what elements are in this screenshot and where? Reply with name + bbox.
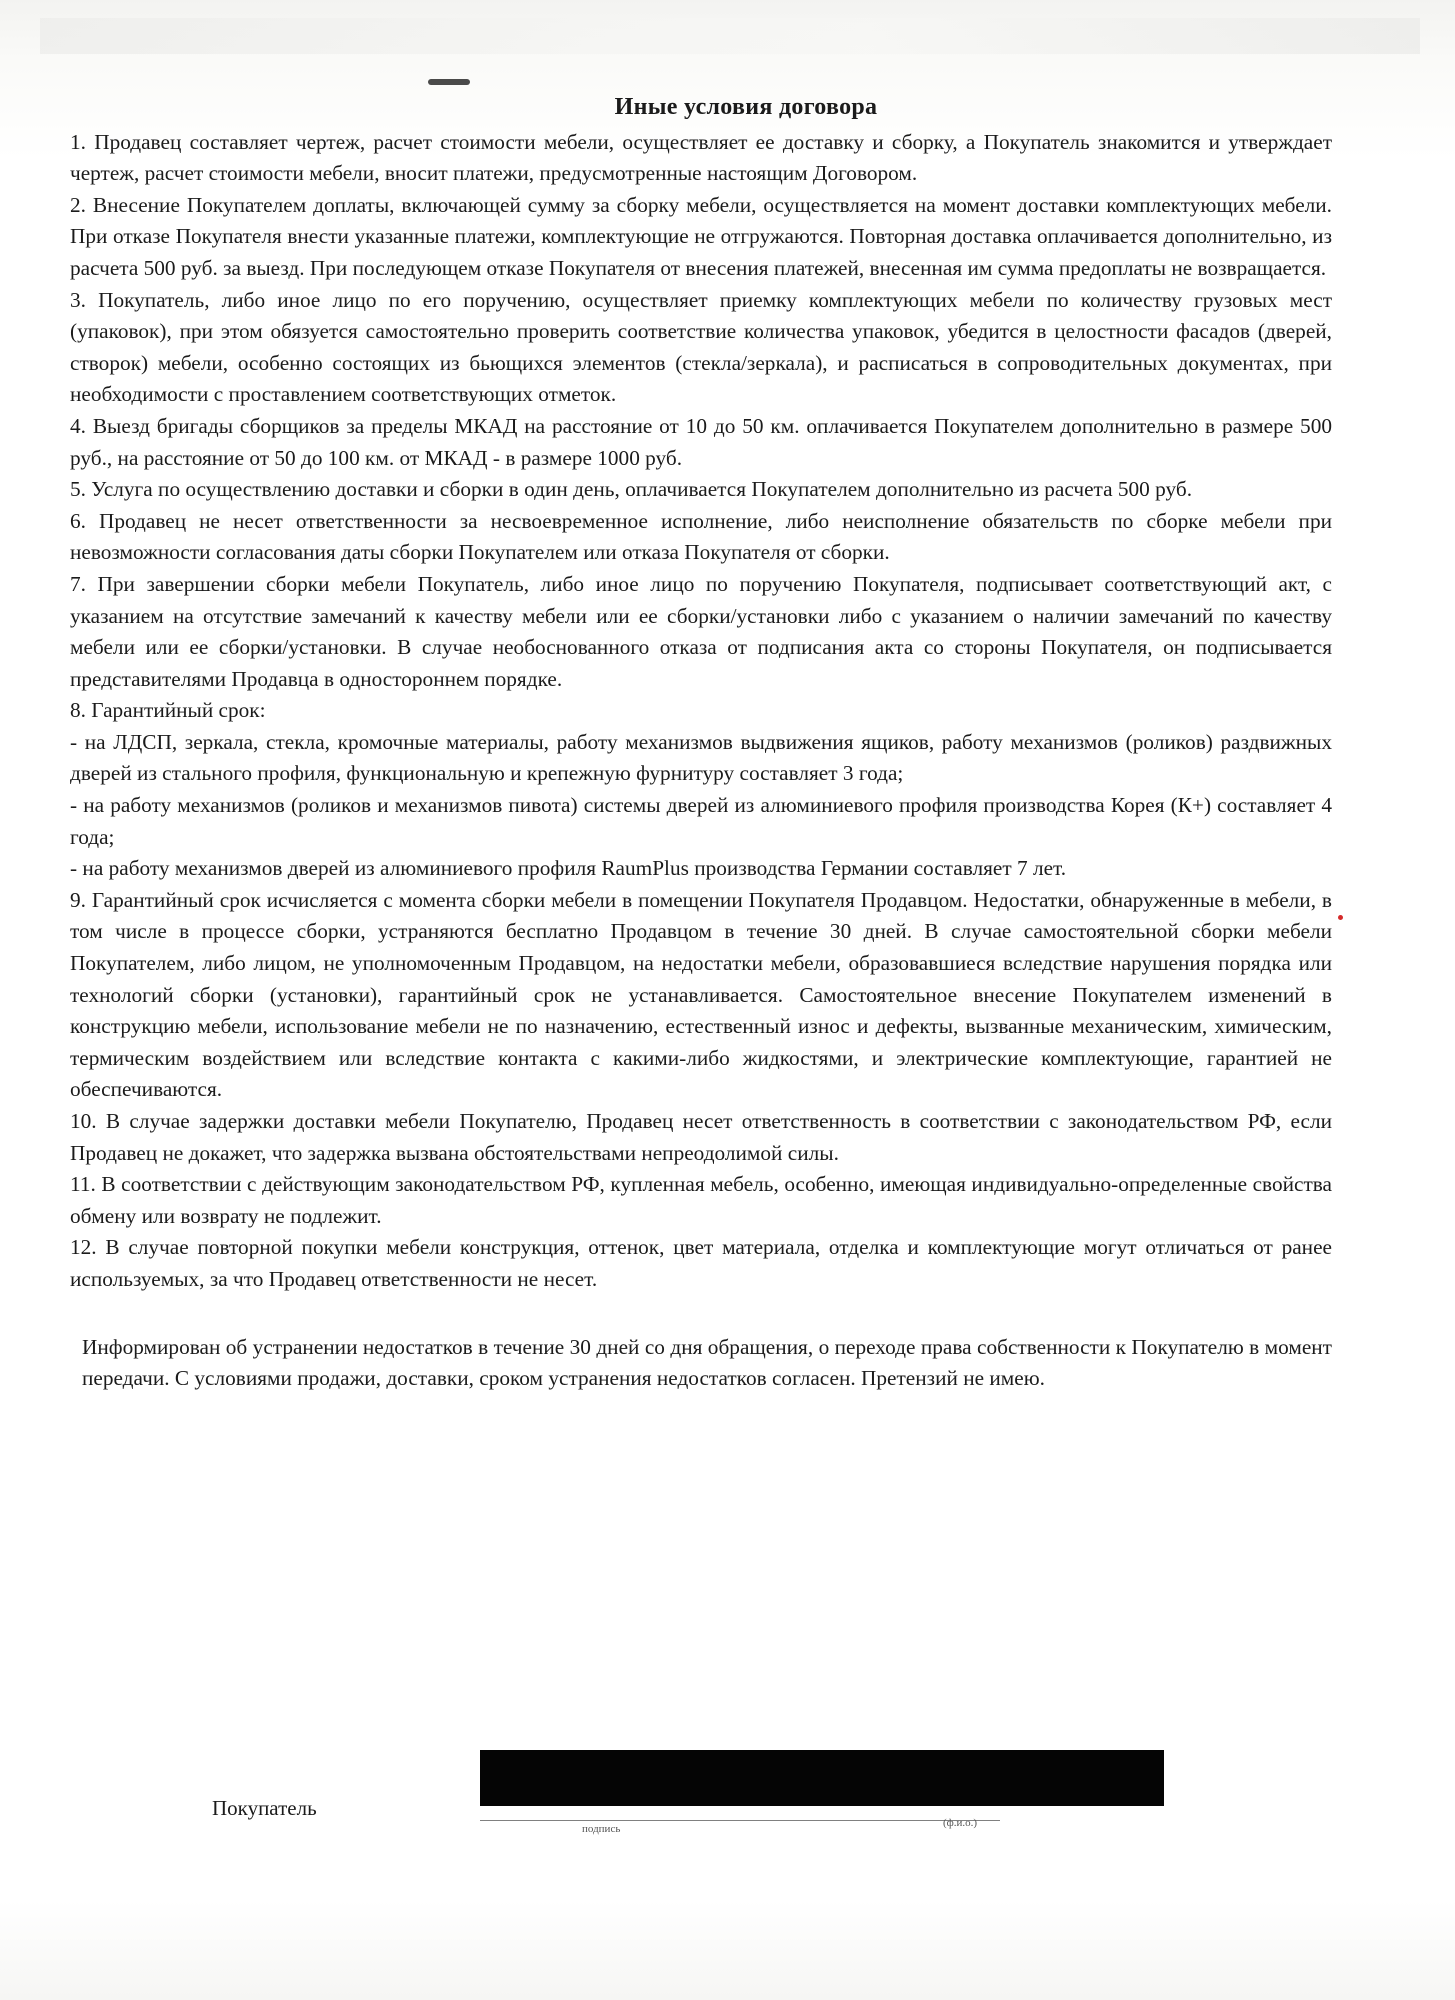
acknowledgement-text: Информирован об устранении недостатков в течение 30 дней со дня обращения, о переходе права собственности к Покупателю в момент передачи. С условиями продажи, доставки, сроком устранения недостатков согласен. Претензий не имею. (82, 1334, 1332, 1391)
signature-caption: подпись (582, 1823, 621, 1835)
redaction-bar (480, 1750, 1164, 1806)
clause-11: 11. В соответствии с действующим законодательством РФ, купленная мебель, особенно, имеющая индивидуально-определенные свойства обмену или возврату не подлежит. (70, 1172, 1332, 1228)
scan-mark (428, 79, 470, 85)
clause-8-item-3: - на работу механизмов дверей из алюминиевого профиля RaumPlus производства Германии составляет 7 лет. (70, 856, 1067, 881)
clause-9: 9. Гарантийный срок исчисляется с момента сборки мебели в помещении Покупателя Продавцом. Недостатки, обнаруженные в мебели, в том числе в процессе сборки, устраняются бесплатно Продавцом в течение 30 дней. В случае самостоятельной сборки мебели Покупателем, либо лицом, не уполномоченным Продавцом, на недостатки мебели, образовавшиеся вследствие нарушения порядка или технологий сборки (установки), гарантийный срок не устанавливается. Самостоятельное внесение Покупателем изменений в конструкцию мебели, использование мебели не по назначению, естественный износ и дефекты, вызванные механическим, химическим, термическим воздействием или вследствие контакта с какими-либо жидкостями, и электрические комплектующие, гарантией не обеспечиваются. (70, 887, 1332, 1102)
clause-8-item-2: - на работу механизмов (роликов и механизмов пивота) системы дверей из алюминиевого профиля производства Корея (К+) составляет 4 года; (70, 793, 1332, 849)
buyer-label: Покупатель (212, 1796, 317, 1820)
scan-shadow (40, 18, 1420, 54)
clause-12: 12. В случае повторной покупки мебели конструкция, оттенок, цвет материала, отделка и комплектующие могут отличаться от ранее используемых, за что Продавец ответственности не несет. (70, 1235, 1332, 1291)
clause-8-item-1: - на ЛДСП, зеркала, стекла, кромочные материалы, работу механизмов выдвижения ящиков, работу механизмов (роликов) раздвижных дверей из стального профиля, функциональную и крепежную фурнитуру составляет 3 года; (70, 729, 1332, 786)
document-title: Иные условия договора (614, 94, 878, 120)
name-caption: (ф.и.о.) (943, 1817, 978, 1829)
document-body (70, 92, 1332, 1395)
clause-5: 5. Услуга по осуществлению доставки и сборки в один день, оплачивается Покупателем дополнительно из расчета 500 руб. (70, 477, 1193, 502)
signature-line (480, 1820, 1000, 1821)
red-ink-dot (1338, 915, 1343, 920)
clause-7: 7. При завершении сборки мебели Покупатель, либо иное лицо по поручению Покупателя, подписывает соответствующий акт, с указанием на отсутствие замечаний к качеству мебели или ее сборки/установки либо с указанием о наличии замечаний по качеству мебели или ее сборки/установки. В случае необоснованного отказа от подписания акта со стороны Покупателя, он подписывается представителями Продавца в одностороннем порядке. (70, 571, 1332, 691)
clause-2: 2. Внесение Покупателем доплаты, включающей сумму за сборку мебели, осуществляется на момент доставки комплектующих мебели. При отказе Покупателя внести указанные платежи, комплектующие не отгружаются. Повторная доставка оплачивается дополнительно, из расчета 500 руб. за выезд. При последующем отказе Покупателя от внесения платежей, внесенная им сумма предоплаты не возвращается. (70, 192, 1332, 280)
signature-block (0, 1750, 1455, 1835)
clause-10: 10. В случае задержки доставки мебели Покупателю, Продавец несет ответственность в соответствии с законодательством РФ, если Продавец не докажет, что задержка вызвана обстоятельствами непреодолимой силы. (70, 1109, 1332, 1165)
clause-3: 3. Покупатель, либо иное лицо по его поручению, осуществляет приемку комплектующих мебели по количеству грузовых мест (упаковок), при этом обязуется самостоятельно проверить соответствие количества упаковок, убедится в целостности фасадов (дверей, створок) мебели, особенно состоящих из бьющихся элементов (стекла/зеркала), и расписаться в сопроводительных документах, при необходимости с проставлением соответствующих отметок. (70, 287, 1332, 407)
clause-8-heading: 8. Гарантийный срок: (70, 698, 266, 723)
clause-1: 1. Продавец составляет чертеж, расчет стоимости мебели, осуществляет ее доставку и сборку, а Покупатель знакомится и утверждает чертеж, расчет стоимости мебели, вносит платежи, предусмотренные настоящим Договором. (70, 129, 1332, 186)
clause-4: 4. Выезд бригады сборщиков за пределы МКАД на расстояние от 10 до 50 км. оплачивается Покупателем дополнительно в размере 500 руб., на расстояние от 50 до 100 км. от МКАД - в размере 1000 руб. (70, 413, 1332, 470)
clause-6: 6. Продавец не несет ответственности за несвоевременное исполнение, либо неисполнение обязательств по сборке мебели при невозможности согласования даты сборки Покупателем или отказа Покупателя от сборки. (70, 508, 1332, 565)
